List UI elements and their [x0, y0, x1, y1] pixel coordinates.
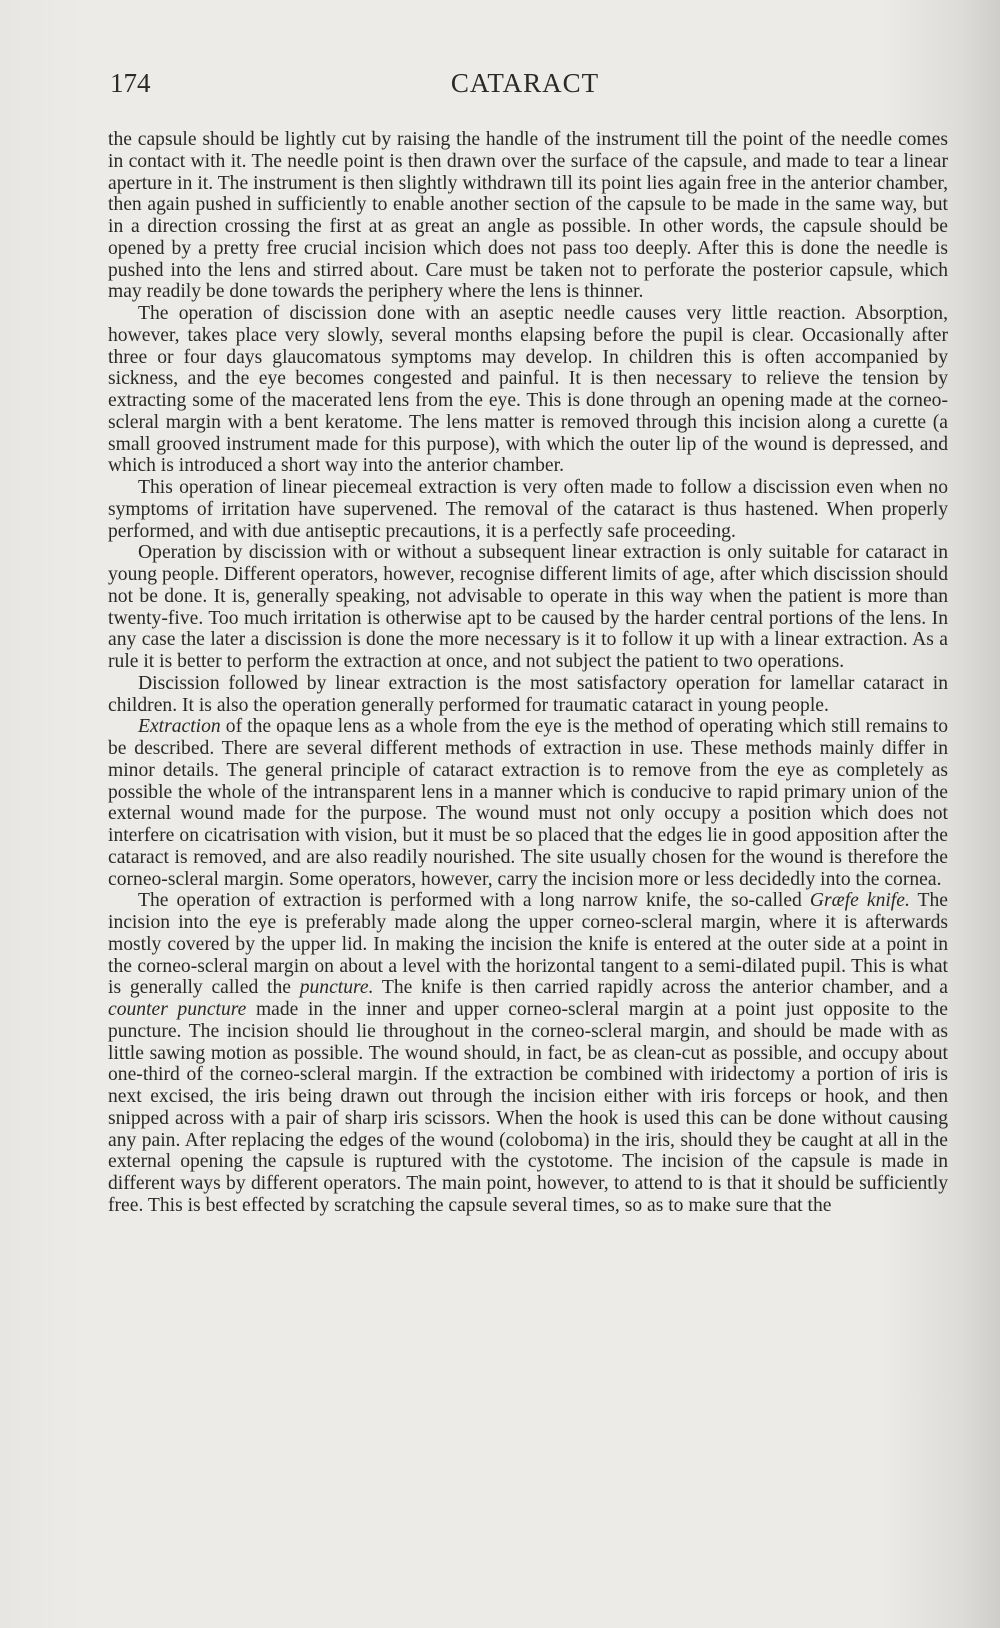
italic-term: puncture. [299, 977, 374, 999]
paragraph [108, 716, 948, 890]
text-run: Discission followed by linear extraction is the most satisfactory operation for lamellar cataract in children. It is also the operation generally performed for traumatic cataract in young people. [108, 672, 948, 716]
italic-term: counter puncture [108, 999, 247, 1020]
paragraph [108, 673, 948, 717]
italic-term: Græfe knife. [809, 890, 910, 912]
page-number: 174 [110, 68, 151, 98]
paragraph [108, 542, 948, 673]
paragraph [108, 477, 948, 542]
body-text [108, 129, 948, 1217]
page-header [110, 68, 940, 108]
text-run: made in the inner and upper corneo-scleral margin at a point just opposite to the puncture. The incision should lie throughout in the corneo-scleral margin, and should be made with as little sawing motion as possible. The wound should, in fact, be as clean-cut as possible, and occupy about one-third of the corneo-scleral margin. If the extraction be combined with iridectomy a portion of iris is next excised, the iris being drawn out through the incision either with iris forceps or hook, and then snipped across with a pair of sharp iris scissors. When the hook is used this can be done without causing any pain. After replacing the edges of the wound (coloboma) in the iris, should they be caught at all in the external opening the capsule is ruptured with the cystotome. The incision of the capsule is made in different ways by different operators. The main point, however, to attend to is that it should be sufficiently free. This is best effected by scratching the capsule several times, so as to make sure that the [108, 999, 948, 1216]
text-run: the capsule should be lightly cut by raising the handle of the instrument till the point of the needle comes in contact with it. The needle point is then drawn over the surface of the capsule, and made to tear a linear aperture in it. The instrument is then slightly withdrawn till its point lies again free in the anterior chamber, then again pushed in sufficiently to enable another section of the capsule to be made in the same way, but in a direction crossing the first at as great an angle as possible. In other words, the capsule should be opened by a pretty free crucial incision which does not pass too deeply. After this is done the needle is pushed into the lens and stirred about. Care must be taken not to perforate the posterior capsule, which may readily be done towards the periphery where the lens is thinner. [108, 129, 948, 303]
text-run: This operation of linear piecemeal extraction is very often made to follow a discission even when no symptoms of irritation have supervened. The removal of the cataract is thus hastened. When properly performed, and with due antiseptic precautions, it is a perfectly safe proceeding. [108, 477, 948, 542]
paragraph [108, 129, 948, 303]
paragraph [108, 890, 948, 1216]
text-run: The incision into the eye is preferably made along the upper corneo-scleral margin, where it is afterwards mostly covered by the upper lid. In making the incision the knife is entered at the outer side at a point in the corneo-scleral margin on about a level with the horizontal tangent to a semi-dilated pupil. This is what is generally called the [108, 890, 948, 999]
running-title: CATARACT [450, 68, 600, 98]
text-run: Operation by discission with or without a subsequent linear extraction is only suitable for cataract in young people. Different operators, however, recognise different limits of age, after which discission should not be done. It is, generally speaking, not advisable to operate in this way when the patient is more than twenty-five. Too much irritation is otherwise apt to be caused by the harder central portions of the lens. In any case the later a discission is done the more necessary is it to follow it up with a linear extraction. As a rule it is better to perform the extraction at once, and not subject the patient to two operations. [108, 542, 948, 672]
text-run: The operation of discission done with an aseptic needle causes very little reaction. Absorption, however, takes place very slowly, several months elapsing before the pupil is clear. Occasionally after three or four days glaucomatous symptoms may develop. In children this is often accompanied by sickness, and the eye becomes congested and painful. It is then necessary to relieve the tension by extracting some of the macerated lens from the eye. This is done through an opening made at the corneo-scleral margin with a bent keratome. The lens matter is removed through this incision along a curette (a small grooved instrument made for this purpose), with which the outer lip of the wound is depressed, and which is introduced a short way into the anterior chamber. [108, 303, 948, 477]
paragraph [108, 303, 948, 477]
text-run: of the opaque lens as a whole from the eye is the method of operating which still remains to be described. There are several different methods of extraction in use. These methods mainly differ in minor details. The general principle of cataract extraction is to remove from the eye as completely as possible the whole of the intransparent lens in a manner which is conducive to rapid primary union of the external wound made for the purpose. The wound must not only occupy a position which does not interfere on cicatrisation with vision, but it must be so placed that the edges lie in good apposition after the cataract is removed, and are also readily nourished. The site usually chosen for the wound is therefore the corneo-scleral margin. Some operators, however, carry the incision more or less decidedly into the cornea. [108, 716, 948, 890]
text-run: The operation of extraction is performed with a long narrow knife, the so-called [138, 890, 810, 912]
text-run: The knife is then carried rapidly across the anterior chamber, and a [373, 977, 948, 999]
italic-term: Extraction [138, 716, 221, 738]
